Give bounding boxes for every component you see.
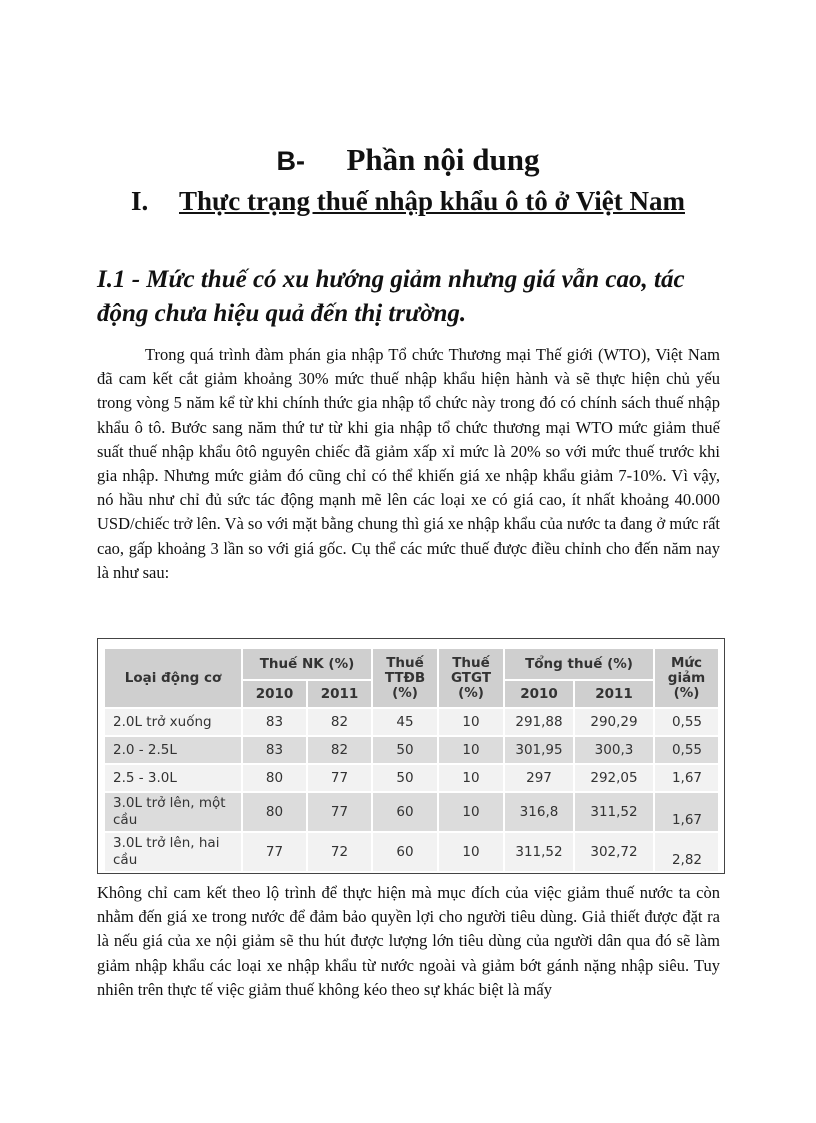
cell-total-2011: 292,05 xyxy=(574,764,654,792)
cell-nk-2011: 82 xyxy=(307,736,372,764)
cell-nk-2010: 80 xyxy=(242,792,307,832)
cell-total-2011: 290,29 xyxy=(574,708,654,736)
cell-total-2010: 301,95 xyxy=(504,736,574,764)
cell-nk-2011: 72 xyxy=(307,832,372,872)
chapter-number: I. xyxy=(131,186,149,216)
cell-ttdb: 60 xyxy=(372,832,438,872)
cell-total-2010: 316,8 xyxy=(504,792,574,832)
cell-reduction: 0,55 xyxy=(654,708,719,736)
cell-nk-2010: 83 xyxy=(242,708,307,736)
table-row xyxy=(104,764,719,792)
cell-total-2011: 302,72 xyxy=(574,832,654,872)
cell-engine: 2.0 - 2.5L xyxy=(104,736,242,764)
header-nk-2011: 2011 xyxy=(307,680,372,708)
cell-total-2011: 311,52 xyxy=(574,792,654,832)
cell-nk-2010: 83 xyxy=(242,736,307,764)
table-row xyxy=(104,792,719,832)
cell-reduction: 1,67 xyxy=(654,792,719,832)
cell-gtgt: 10 xyxy=(438,764,504,792)
table-row xyxy=(104,736,719,764)
chapter-heading xyxy=(0,186,816,217)
tax-table xyxy=(103,647,720,873)
cell-ttdb: 45 xyxy=(372,708,438,736)
header-total-tax: Tổng thuế (%) xyxy=(504,648,654,680)
cell-nk-2011: 82 xyxy=(307,708,372,736)
cell-engine: 2.5 - 3.0L xyxy=(104,764,242,792)
table-row xyxy=(104,708,719,736)
cell-total-2010: 297 xyxy=(504,764,574,792)
header-total-2010: 2010 xyxy=(504,680,574,708)
header-vat: Thuế GTGT (%) xyxy=(438,648,504,708)
section-heading xyxy=(0,142,816,178)
cell-nk-2011: 77 xyxy=(307,792,372,832)
cell-reduction: 0,55 xyxy=(654,736,719,764)
cell-total-2011: 300,3 xyxy=(574,736,654,764)
cell-gtgt: 10 xyxy=(438,736,504,764)
cell-total-2010: 311,52 xyxy=(504,832,574,872)
header-engine-type: Loại động cơ xyxy=(104,648,242,708)
section-title: Phần nội dung xyxy=(346,142,540,177)
cell-ttdb: 50 xyxy=(372,736,438,764)
cell-gtgt: 10 xyxy=(438,832,504,872)
tax-table-frame xyxy=(97,638,725,874)
header-total-2011: 2011 xyxy=(574,680,654,708)
header-reduction: Mức giảm (%) xyxy=(654,648,719,708)
cell-nk-2010: 77 xyxy=(242,832,307,872)
intro-paragraph: Trong quá trình đàm phán gia nhập Tổ chức Thương mại Thế giới (WTO), Việt Nam đã cam kết cắt giảm khoảng 30% mức thuế nhập khẩu hiện hành và sẽ thực hiện chủ yếu trong vòng 5 năm kể từ khi chính thức gia nhập tổ chức này trong đó có chính sách thuế nhập khẩu ô tô. Bước sang năm thứ tư từ khi gia nhập tổ chức thương mại WTO mức giảm thuế suất thuế nhập khẩu ôtô nguyên chiếc đã giảm xấp xỉ mức là 20% so với mức thuế trước khi gia nhập. Nhưng mức giảm đó cũng chỉ có thể khiến giá xe nhập khẩu giảm 7-10%. Vì vậy, nó hầu như chỉ đủ sức tác động mạnh mẽ lên các loại xe có giá cao, ít nhất khoảng 40.000 USD/chiếc trở lên. Và so với mặt bằng chung thì giá xe nhập khẩu của nước ta đang ở mức rất cao, gấp khoảng 3 lần so với giá gốc. Cụ thể các mức thuế được điều chỉnh cho đến năm nay là như sau: xyxy=(97,345,720,582)
cell-engine: 3.0L trở lên, hai cầu xyxy=(104,832,242,872)
cell-reduction: 1,67 xyxy=(654,764,719,792)
table-row xyxy=(104,832,719,872)
cell-reduction: 2,82 xyxy=(654,832,719,872)
cell-nk-2011: 77 xyxy=(307,764,372,792)
section-marker: B- xyxy=(276,146,305,176)
header-special-tax: Thuế TTĐB (%) xyxy=(372,648,438,708)
header-nk-2010: 2010 xyxy=(242,680,307,708)
cell-total-2010: 291,88 xyxy=(504,708,574,736)
subsection-title: I.1 - Mức thuế có xu hướng giảm nhưng giá vẫn cao, tác động chưa hiệu quả đến thị trường. xyxy=(97,266,685,327)
header-import-tax: Thuế NK (%) xyxy=(242,648,372,680)
cell-ttdb: 50 xyxy=(372,764,438,792)
chapter-title: Thực trạng thuế nhập khẩu ô tô ở Việt Nam xyxy=(179,186,685,216)
cell-gtgt: 10 xyxy=(438,708,504,736)
cell-ttdb: 60 xyxy=(372,792,438,832)
closing-paragraph: Không chỉ cam kết theo lộ trình để thực hiện mà mục đích của việc giảm thuế nước ta còn nhằm đến giá xe trong nước để đảm bảo quyền lợi cho người tiêu dùng. Giả thiết được đặt ra là nếu giá của xe nội giảm sẽ thu hút được lượng lớn tiêu dùng của người dân qua đó sẽ làm giảm nhập khẩu các loại xe nhập khẩu từ nước ngoài và giảm bớt gánh nặng nhập siêu. Tuy nhiên trên thực tế việc giảm thuế không kéo theo sự khác biệt là mấy xyxy=(97,883,720,999)
cell-engine: 2.0L trở xuống xyxy=(104,708,242,736)
cell-gtgt: 10 xyxy=(438,792,504,832)
cell-nk-2010: 80 xyxy=(242,764,307,792)
cell-engine: 3.0L trở lên, một cầu xyxy=(104,792,242,832)
